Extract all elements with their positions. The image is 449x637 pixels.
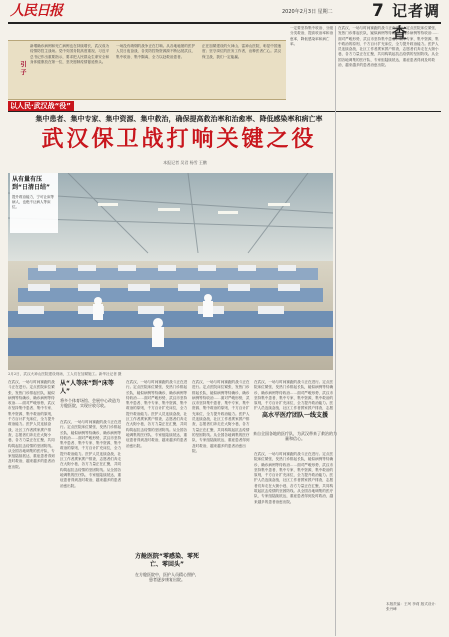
kicker-headline: 集中患者、集中专家、集中资源、集中救治，确保提高救治率和治愈率、降低感染率和病亡率 — [35, 115, 323, 123]
right-body-column: 在武汉，一场与时间赛跑的战斗正在进行。定点医院床位紧张，发热门诊排起长队，疑似病例等待确诊，确诊病例等待收治……面对严峻形势，武汉市坚持集中患者、集中专家、集中资源、集中救治的原则，千方百计扩充床位，全力提升救治能力。医护人员连续奋战，社区工作者挨家挨户排查，志愿者们奔走在大街小巷，各方力量正在汇聚，共同构筑起抗击疫情的坚固防线。从全国各地调集的医疗队、专家组陆续抵达，重症患者得到及时救治，越来越多的患者治愈出院。 — [338, 26, 439, 68]
body-column-1: 在武汉，一场与时间赛跑的战斗正在进行。定点医院床位紧张，发热门诊排起长队，疑似病例等待确诊，确诊病例等待收治……面对严峻形势，武汉市坚持集中患者、集中专家、集中资源、集中救治的原则，千方百计扩充床位，全力提升救治能力。医护人员连续奋战，社区工作者挨家挨户排查，志愿者们奔走在大街小巷，各方力量正在汇聚，共同构筑起抗击疫情的坚固防线。从全国各地调集的医疗队、专家组陆续抵达，重症患者得到及时救治，越来越多的患者治愈出院。 — [8, 380, 55, 469]
subheading-1: 从“人等床”到“床等人” — [60, 380, 114, 395]
main-headline: 武汉保卫战打响关键之役 — [41, 127, 317, 152]
lead-column-2: 一场没有硝烟的战争正在打响。从各地驰援的医护人员日夜奋战，各类防控物资源源不断运抵武汉，集中收治、集中隔离，全力以赴救治患者。 — [116, 44, 196, 59]
lead-column-1: 新增确诊病例和死亡病例也在持续增长，武汉成为疫情防控主战场。党中央国务院高度重视，习近平总书记作出重要指示，要求把人民群众生命安全和身体健康放在第一位，坚决遏制疫情蔓延势头。 — [30, 44, 110, 64]
page-number: 7 — [372, 1, 384, 21]
column-divider — [335, 26, 336, 636]
body-column-3: 在武汉，一场与时间赛跑的战斗正在进行。定点医院床位紧张，发热门诊排起长队，疑似病例等待确诊，确诊病例等待收治……面对严峻形势，武汉市坚持集中患者、集中专家、集中资源、集中救治的原则，千方百计扩充床位，全力提升救治能力。医护人员连续奋战，社区工作者挨家挨户排查，志愿者们奔走在大街小巷，各方力量正在汇聚，共同构筑起抗击疫情的坚固防线。从全国各地调集的医疗队、专家组陆续抵达，重症患者得到及时救治，越来越多的患者治愈出院。 — [126, 380, 188, 448]
editor-credit: 本版责编：王珂 李莉 版式设计：张丹峰 — [386, 602, 439, 611]
section-ribbon-label: 以人民·武汉战“役” — [10, 102, 71, 110]
subheading-1-summary: 将多个体育场馆、会展中心改造为方舱医院，实现应收尽收。 — [60, 398, 120, 408]
top-rule — [8, 22, 441, 24]
subheading-3-summary: 在方舱医院中，医护人员精心照护，患者逐步康复出院。 — [135, 572, 199, 582]
pullout-body: 提升救治能力，宁可让床等病人，也绝不让病人等床位。 — [12, 195, 54, 209]
body-column-2: 在武汉，一场与时间赛跑的战斗正在进行。定点医院床位紧张，发热门诊排起长队，疑似病例等待确诊，确诊病例等待收治……面对严峻形势，武汉市坚持集中患者、集中专家、集中资源、集中救治的原则，千方百计扩充床位，全力提升救治能力。医护人员连续奋战，社区工作者挨家挨户排查，志愿者们奔走在大街小巷，各方力量正在汇聚，共同构筑起抗击疫情的坚固防线。从全国各地调集的医疗队、专家组陆续抵达，重症患者得到及时救治，越来越多的患者治愈出院。 — [60, 420, 122, 488]
pullout-title: 从有量有压到“日清日结” — [12, 176, 50, 191]
byline: 本报记者 吴君 杨雪 王鹏 — [163, 160, 207, 165]
top-right-column-1: 一定要坚持集中收治、分级分类救治，提高收治率和治愈率，降低感染率和病亡率。 — [290, 26, 334, 46]
subheading-2-summary: 来自全国各地的医疗队，为武汉带来了救治的力量和信心。 — [253, 431, 337, 441]
newspaper-logo: 人民日报 — [10, 3, 62, 19]
lead-tag: 引子 — [19, 61, 26, 77]
body-column-4: 在武汉，一场与时间赛跑的战斗正在进行。定点医院床位紧张，发热门诊排起长队，疑似病例等待确诊，确诊病例等待收治……面对严峻形势，武汉市坚持集中患者、集中专家、集中资源、集中救治的原则，千方百计扩充床位，全力提升救治能力。医护人员连续奋战，社区工作者挨家挨户排查，志愿者们奔走在大街小巷，各方力量正在汇聚，共同构筑起抗击疫情的坚固防线。从全国各地调集的医疗队、专家组陆续抵达，重症患者得到及时救治，越来越多的患者治愈出院。 — [192, 380, 250, 453]
photo-caption: 2月2日，武汉火神山医院建设现场，工人们在加紧施工。新华社记者 摄 — [8, 372, 122, 376]
subheading-2: 高水平医疗团队一线支援 — [261, 412, 328, 419]
lead-column-3: 正在加紧建设的火神山、雷神山医院，彰显中国速度；坚守岗位的医务工作者，诠释医者仁心。武汉保卫战，我们一定能赢。 — [202, 44, 282, 59]
section-title: 记者调查 — [392, 2, 441, 42]
subheading-3: 方舱医院“零感染、零死亡、零回头” — [135, 553, 199, 568]
issue-date: 2020年2月3日 星期二 — [282, 9, 333, 15]
body-column-5: 在武汉，一场与时间赛跑的战斗正在进行。定点医院床位紧张，发热门诊排起长队，疑似病例等待确诊，确诊病例等待收治……面对严峻形势，武汉市坚持集中患者、集中专家、集中资源、集中救治的原则，千方百计扩充床位，全力提升救治能力。医护人员连续奋战，社区工作者挨家挨户排查，志愿 — [254, 380, 334, 410]
body-column-6: 在武汉，一场与时间赛跑的战斗正在进行。定点医院床位紧张，发热门诊排起长队，疑似病例等待确诊，确诊病例等待收治……面对严峻形势，武汉市坚持集中患者、集中专家、集中资源、集中救治的原则，千方百计扩充床位，全力提升救治能力。医护人员连续奋战，社区工作者挨家挨户排查，志愿者们奔走在大街小巷，各方力量正在汇聚，共同构筑起抗击疫情的坚固防线。从全国各地调集的医疗队、专家组陆续抵达，重症患者得到及时救治，越来越多的患者治愈出院。 — [254, 452, 334, 504]
